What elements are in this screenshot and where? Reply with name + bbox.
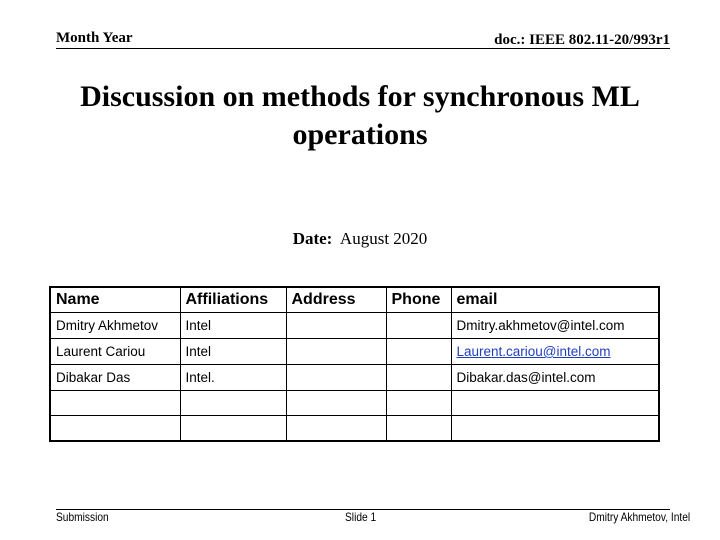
header-month-year: Month Year <box>56 30 133 46</box>
column-header-affiliations: Affiliations <box>180 287 286 313</box>
author-affiliation: Intel <box>180 313 286 339</box>
header-doc-id: doc.: IEEE 802.11-20/993r1 <box>494 32 670 48</box>
slide-title: Discussion on methods for synchronous ML operations <box>80 80 640 151</box>
footer-slide-number: Slide 1 <box>345 510 377 524</box>
author-address <box>286 416 386 442</box>
header-divider <box>56 48 670 49</box>
author-name: Laurent Cariou <box>50 339 180 365</box>
column-header-email: email <box>451 287 659 313</box>
table-header-row <box>50 287 659 313</box>
footer-submission: Submission <box>56 510 109 524</box>
author-affiliation <box>180 416 286 442</box>
author-phone <box>386 365 451 391</box>
author-name <box>50 391 180 416</box>
author-address <box>286 313 386 339</box>
author-email <box>451 416 659 442</box>
author-email: Dibakar.das@intel.com <box>451 365 659 391</box>
author-address <box>286 391 386 416</box>
author-phone <box>386 339 451 365</box>
table-row <box>50 416 659 442</box>
author-name: Dmitry Akhmetov <box>50 313 180 339</box>
date-line <box>0 229 720 249</box>
author-email-cell <box>451 339 659 365</box>
author-email: Dmitry.akhmetov@intel.com <box>451 313 659 339</box>
footer-author: Dmitry Akhmetov, Intel <box>588 510 690 524</box>
author-email-link[interactable]: Laurent.cariou@intel.com <box>456 344 611 359</box>
column-header-phone: Phone <box>386 287 451 313</box>
authors-table-container <box>49 286 658 442</box>
author-phone <box>386 313 451 339</box>
author-name <box>50 416 180 442</box>
column-header-address: Address <box>286 287 386 313</box>
author-phone <box>386 416 451 442</box>
authors-table <box>49 286 660 442</box>
author-affiliation: Intel <box>180 339 286 365</box>
author-phone <box>386 391 451 416</box>
table-row <box>50 391 659 416</box>
author-email <box>451 391 659 416</box>
author-affiliation: Intel. <box>180 365 286 391</box>
author-affiliation <box>180 391 286 416</box>
column-header-name: Name <box>50 287 180 313</box>
author-address <box>286 339 386 365</box>
author-address <box>286 365 386 391</box>
table-row <box>50 339 659 365</box>
author-name: Dibakar Das <box>50 365 180 391</box>
date-value: August 2020 <box>339 229 428 248</box>
table-row <box>50 365 659 391</box>
date-label: Date: <box>292 229 333 248</box>
table-row <box>50 313 659 339</box>
